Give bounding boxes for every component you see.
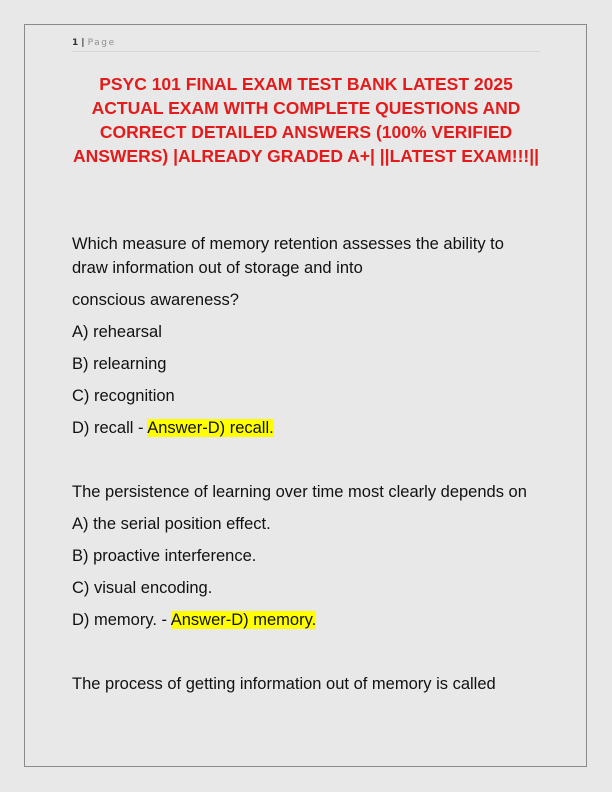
highlighted-answer: Answer-D) memory. [170, 611, 317, 629]
option-b: B) proactive interference. [72, 547, 257, 565]
question-stem: The process of getting information out of memory is called [72, 675, 496, 693]
option-b: B) relearning [72, 355, 167, 373]
option-c: C) recognition [72, 387, 175, 405]
option-d [72, 608, 542, 632]
question-block [72, 672, 542, 696]
document-content [72, 232, 542, 704]
question-stem: Which measure of memory retention assesses the ability to draw information out of storage and into [72, 235, 504, 277]
option-d [72, 416, 542, 440]
highlighted-answer: Answer-D) recall. [147, 419, 274, 437]
page-number: 1 [72, 38, 79, 48]
page-label: Page [87, 38, 116, 48]
option-a: A) rehearsal [72, 323, 162, 341]
option-c: C) visual encoding. [72, 579, 213, 597]
header-separator: | [81, 38, 85, 48]
question-stem: The persistence of learning over time most clearly depends on [72, 483, 527, 501]
question-block [72, 232, 542, 440]
document-title: PSYC 101 FINAL EXAM TEST BANK LATEST 2025 ACTUAL EXAM WITH COMPLETE QUESTIONS AND CORRECT DETAILED ANSWERS (100% VERIFIED ANSWERS) |ALREADY GRADED A+| ||LATEST EXAM!!!|| [72, 74, 540, 166]
option-a: A) the serial position effect. [72, 515, 271, 533]
page-header [72, 37, 540, 52]
question-stem-continued: conscious awareness? [72, 291, 239, 309]
option-d-text: D) recall - [72, 419, 144, 437]
question-block [72, 480, 542, 632]
option-d-text: D) memory. - [72, 611, 168, 629]
